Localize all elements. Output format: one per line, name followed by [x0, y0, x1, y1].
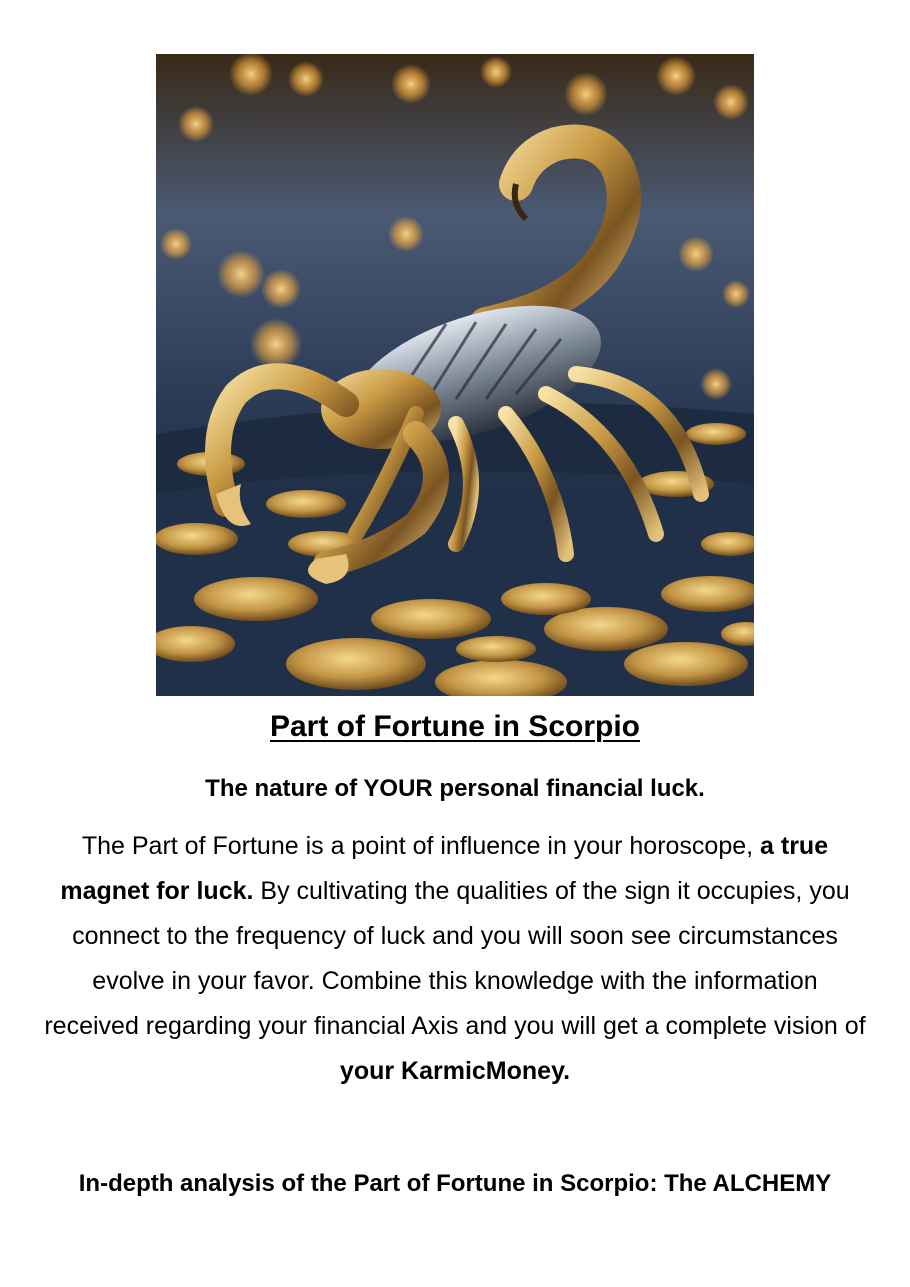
- page-subtitle: The nature of YOUR personal financial luck.: [205, 775, 705, 802]
- intro-emphasis-karmic-money: your KarmicMoney.: [339, 1057, 571, 1085]
- intro-text-part-1: The Part of Fortune is a point of influence in your horoscope,: [81, 832, 761, 860]
- intro-emphasis-luck-magnet: a true magnet for luck.: [60, 832, 829, 905]
- section-heading-alchemy: In-depth analysis of the Part of Fortune in Scorpio: The ALCHEMY: [78, 1170, 832, 1197]
- intro-text-part-2: By cultivating the qualities of the sign it occupies, you connect to the frequency of luck and you will soon see circumstances evolve in your favor. Combine this knowledge with the information received regarding your financial Axis and you will get a complete vision of: [44, 877, 866, 1040]
- intro-paragraph: [44, 824, 866, 1094]
- scorpion-illustration-svg: [156, 54, 754, 696]
- scorpion-coins-illustration: [156, 54, 754, 696]
- page-title: Part of Fortune in Scorpio: [269, 710, 640, 743]
